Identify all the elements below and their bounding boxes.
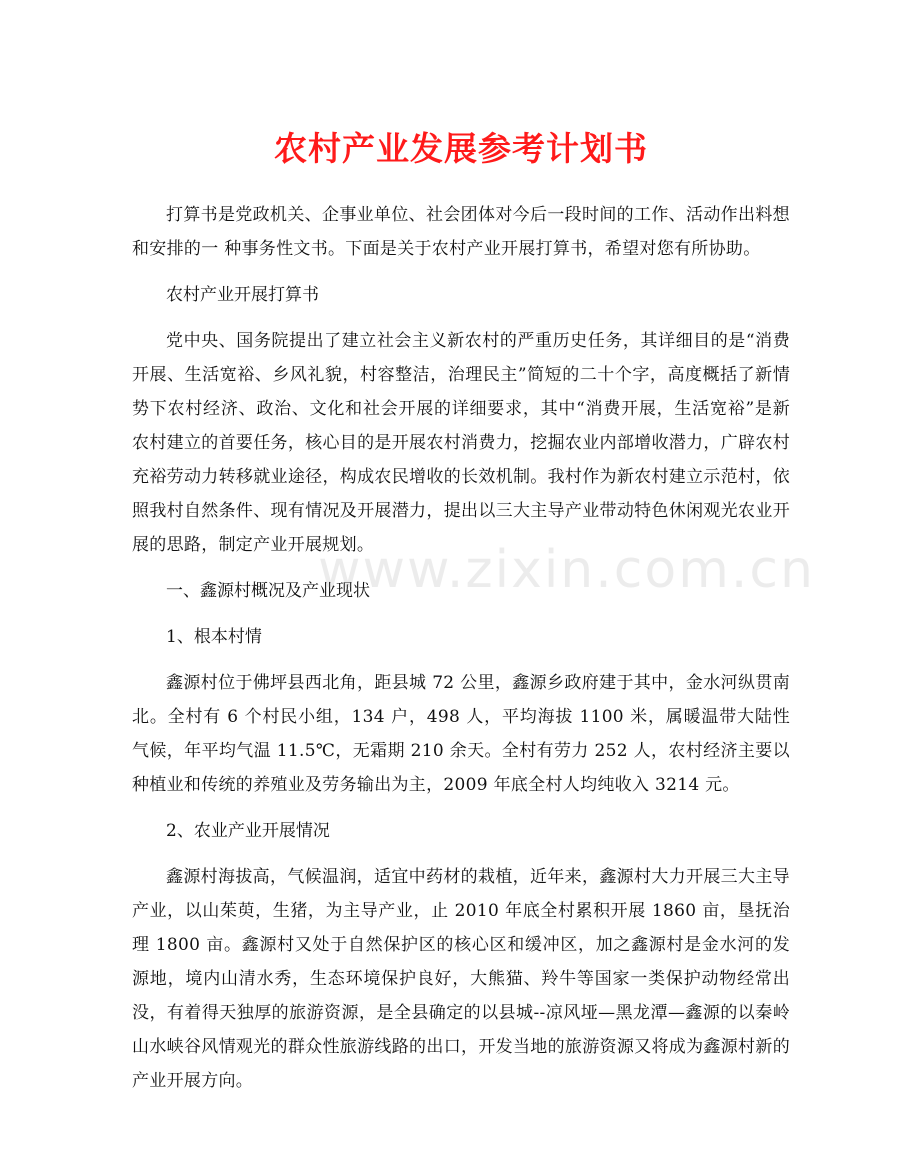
document-title: 农村产业发展参考计划书	[274, 129, 648, 168]
subsection-heading-agriculture: 2、农业产业开展情况	[166, 821, 330, 841]
agriculture-paragraph: 鑫源村海拔高，气候温润，适宜中药材的栽植，近年来，鑫源村大力开展三大主导产业，以山茱萸，生猪，为主导产业，止 2010 年底全村累积开展 1860 亩，垦抚治理 1800 亩。鑫源村又处于自然保护区的核心区和缓冲区，加之鑫源村是金水河的发源地，境内山清水秀，生态环境保护良好，大熊猫、羚牛等国家一类保护动物经常出没，有着得天独厚的旅游资源，是全县确定的以县城--凉风垭—黑龙潭—鑫源的以秦岭山水峡谷风情观光的群众性旅游线路的出口，开发当地的旅游资源又将成为鑫源村新的产业开展方向。	[132, 867, 790, 1091]
subsection-heading-basic-info: 1、根本村情	[166, 627, 262, 647]
background-paragraph: 党中央、国务院提出了建立社会主义新农村的严重历史任务，其详细目的是“消费开展、生活宽裕、乡风礼貌，村容整洁，治理民主”简短的二十个字，高度概括了新情势下农村经济、政治、文化和社会开展的详细要求，其中“消费开展，生活宽裕”是新农村建立的首要任务，核心目的是开展农村消费力，挖掘农业内部增收潜力，广辟农村充裕劳动力转移就业途径，构成农民增收的长效机制。我村作为新农村建立示范村，依照我村自然条件、现有情况及开展潜力，提出以三大主导产业带动特色休闲观光农业开展的思路，制定产业开展规划。	[132, 331, 790, 555]
document-page	[132, 118, 790, 1110]
watermark-text: www.zixin.com.cn	[318, 540, 815, 600]
intro-paragraph: 打算书是党政机关、企事业单位、社会团体对今后一段时间的工作、活动作出料想和安排的一 种事务性文书。下面是关于农村产业开展打算书，希望对您有所协助。	[132, 205, 790, 259]
village-info-paragraph: 鑫源村位于佛坪县西北角，距县城 72 公里，鑫源乡政府建于其中，金水河纵贯南北。全村有 6 个村民小组，134 户，498 人，平均海拔 1100 米，属暖温带大陆性气候，年平均气温 11.5℃，无霜期 210 余天。全村有劳力 252 人，农村经济主要以种植业和传统的养殖业及劳务输出为主，2009 年底全村人均纯收入 3214 元。	[132, 673, 790, 795]
section-heading-overview: 一、鑫源村概况及产业现状	[166, 581, 370, 601]
plan-heading: 农村产业开展打算书	[166, 285, 319, 305]
